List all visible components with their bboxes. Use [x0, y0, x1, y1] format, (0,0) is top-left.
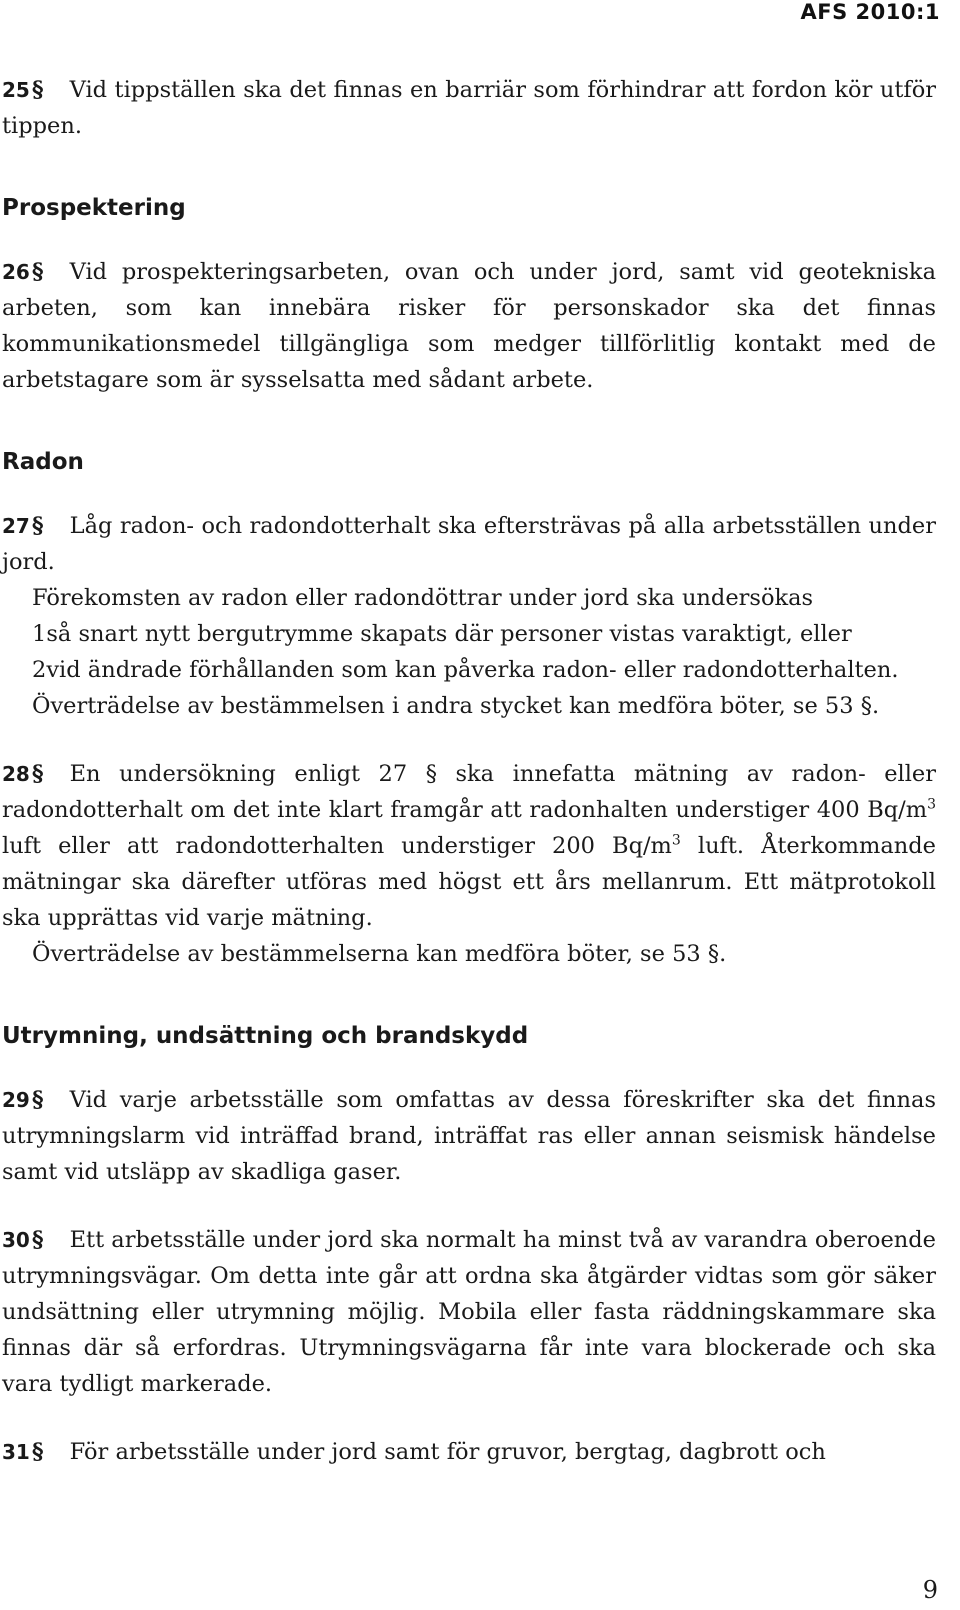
paragraph-text-a: En undersökning enligt 27 § ska innefatta mätning av radon- eller radondotterhalt om det inte klart framgår att radonhalten understiger 400 Bq/m [2, 761, 936, 823]
list-text: så snart nytt bergutrymme skapats där personer vistas varaktigt, eller [46, 621, 852, 647]
list-text: vid ändrade förhållanden som kan påverka radon- eller radondotterhalten. [46, 657, 899, 683]
paragraph-28-penalty: Överträdelse av bestämmelserna kan medföra böter, se 53 §. [32, 941, 727, 967]
paragraph-text: Låg radon- och radondotterhalt ska eftersträvas på alla arbetsställen under jord. [2, 513, 936, 575]
section-sign: § [31, 1439, 44, 1465]
page-number: 9 [922, 1576, 938, 1604]
section-sign: § [31, 1227, 44, 1253]
heading-prospektering: Prospektering [2, 195, 186, 221]
paragraph-25 [2, 72, 936, 144]
document-id-header: AFS 2010:1 [800, 0, 940, 24]
list-number: 1 [32, 621, 47, 647]
section-number: 28 [2, 762, 30, 786]
paragraph-26 [2, 254, 936, 398]
superscript: 3 [671, 832, 681, 849]
heading-radon: Radon [2, 449, 84, 475]
paragraph-text-c: luft. Återkommande mätningar ska därefter utföras med högst ett års mellanrum. Ett mätprotokoll ska upprättas vid varje mätning. [2, 833, 936, 931]
section-number: 30 [2, 1228, 30, 1252]
section-sign: § [31, 77, 44, 103]
paragraph-29 [2, 1082, 936, 1190]
section-number: 27 [2, 514, 30, 538]
paragraph-text: Ett arbetsställe under jord ska normalt ha minst två av varandra oberoende utrymningsvägar. Om detta inte går att ordna ska åtgärder vidtas som gör säker undsättning eller utrymning möjlig. Mobila eller fasta räddningskammare ska finnas där så erfordras. Utrymningsvägarna får inte vara blockerade och ska vara tydligt markerade. [2, 1227, 936, 1397]
section-number: 26 [2, 260, 30, 284]
paragraph-30 [2, 1222, 936, 1402]
section-number: 31 [2, 1440, 30, 1464]
list-number: 2 [32, 657, 47, 683]
paragraph-text: För arbetsställe under jord samt för gruvor, bergtag, dagbrott och [69, 1439, 826, 1465]
page-content [2, 72, 936, 1470]
paragraph-27-body: Förekomsten av radon eller radondöttrar under jord ska undersökas [32, 585, 814, 611]
paragraph-31 [2, 1434, 936, 1470]
paragraph-text: Vid varje arbetsställe som omfattas av dessa föreskrifter ska det finnas utrymningslarm vid inträffad brand, inträffat ras eller annan seismisk händelse samt vid utsläpp av skadliga gaser. [2, 1087, 936, 1185]
list-item-1 [2, 616, 936, 652]
section-sign: § [31, 1087, 44, 1113]
section-sign: § [31, 513, 44, 539]
heading-utrymning: Utrymning, undsättning och brandskydd [2, 1023, 529, 1049]
paragraph-text: Vid prospekteringsarbeten, ovan och under jord, samt vid geotekniska arbeten, som kan innebära risker för personskador ska det finnas kommunikationsmedel tillgängliga som medger tillförlitlig kontakt med de arbetstagare som är sysselsatta med sådant arbete. [2, 259, 936, 393]
superscript: 3 [927, 796, 936, 813]
list-item-2 [2, 652, 936, 688]
section-number: 29 [2, 1088, 30, 1112]
section-number: 25 [2, 78, 30, 102]
paragraph-27-penalty: Överträdelse av bestämmelsen i andra stycket kan medföra böter, se 53 §. [32, 693, 880, 719]
paragraph-text: Vid tippställen ska det finnas en barriär som förhindrar att fordon kör utför tippen. [2, 77, 936, 139]
paragraph-text-b: luft eller att radondotterhalten understiger 200 Bq/m [2, 833, 672, 859]
paragraph-27 [2, 508, 936, 580]
paragraph-28 [2, 756, 936, 936]
section-sign: § [31, 259, 44, 285]
section-sign: § [31, 761, 44, 787]
